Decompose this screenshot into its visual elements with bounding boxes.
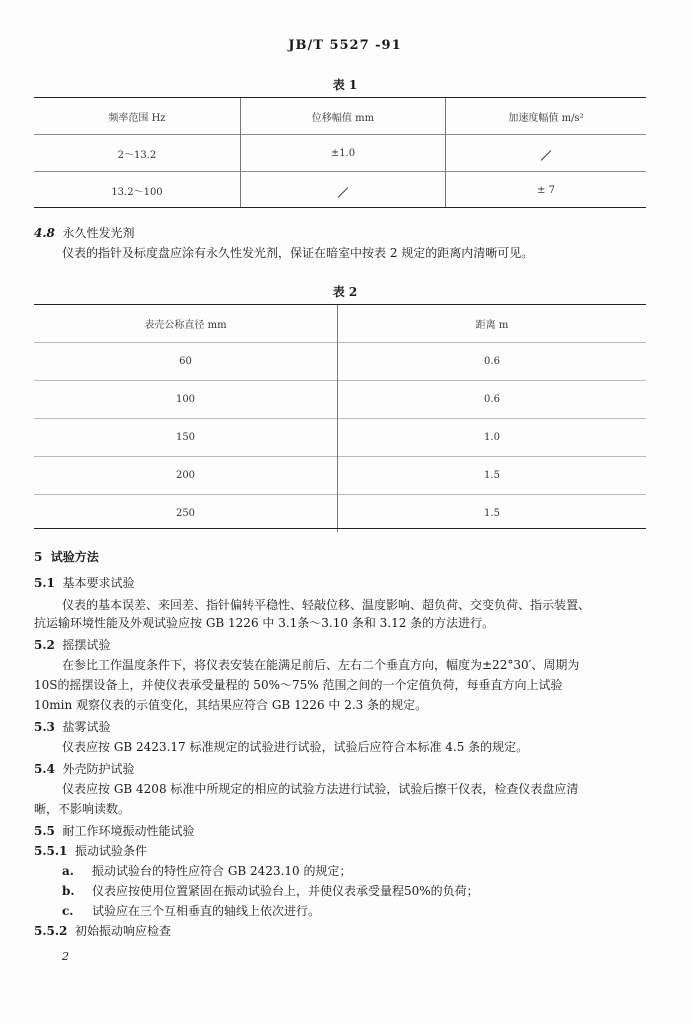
list-item: c. 试验应在三个互相垂直的轴线上依次进行。: [62, 904, 321, 918]
section-5-5-heading: 5.5 耐工作环境振动性能试验: [34, 824, 195, 838]
table2-title: 表 2: [332, 285, 358, 299]
table-cell: ± 7: [446, 172, 647, 209]
table-cell: 200: [34, 457, 338, 495]
list-item: a. 振动试验台的特性应符合 GB 2423.10 的规定；: [62, 864, 352, 878]
section-4-8-heading: 4.8 永久性发光剂: [34, 226, 135, 240]
table-row: [34, 457, 646, 495]
section-5-2-line-1: 在参比工作温度条件下，将仪表安装在能满足前后、左右二个垂直方向，幅度为±22°30′、周期为: [62, 658, 580, 672]
page-number: 2: [62, 950, 69, 963]
list-item: b. 仪表应按使用位置紧固在振动试验台上，并使仪表承受量程50%的负荷；: [62, 884, 479, 898]
table-cell: 0.6: [338, 381, 647, 419]
table-cell: 13.2～100: [34, 172, 241, 209]
table2-header-diameter: 表壳公称直径 mm: [144, 320, 227, 331]
section-5-4-heading: 5.4 外壳防护试验: [34, 762, 135, 776]
table-row: [34, 98, 646, 135]
table2-header-distance: 距离 m: [338, 305, 647, 343]
section-5-2-heading: 5.2 摇摆试验: [34, 638, 111, 652]
table1-bottom-rule: [34, 207, 646, 208]
section-5-1-line-2: 抗运输环境性能及外观试验应按 GB 1226 中 3.1条～3.10 条和 3.12 条的方法进行。: [34, 616, 495, 630]
section-5-3-heading: 5.3 盐雾试验: [34, 720, 111, 734]
section-5-5-1-heading: 5.5.1 振动试验条件: [34, 844, 148, 858]
section-5-2-line-2: 10S的摇摆设备上，并使仪表承受量程的 50%～75% 范围之间的一个定值负荷，每垂直方向上试验: [34, 678, 563, 692]
section-5-4-line-1: 仪表应按 GB 4208 标准中所规定的相应的试验方法进行试验，试验后擦干仪表，检查仪表盘应清: [62, 782, 579, 796]
document-header: JB/T 5527 -91: [288, 38, 402, 53]
table-cell: ±1.0: [241, 135, 446, 172]
table-row: [34, 172, 646, 209]
section-5-4-line-2: 晰，不影响读数。: [34, 802, 131, 816]
section-5-1-line-1: 仪表的基本误差、来回差、指针偏转平稳性、轻敲位移、温度影响、超负荷、交变负荷、指示装置、: [62, 598, 591, 612]
table-cell: 250: [34, 495, 338, 533]
table-cell: 1.5: [338, 495, 647, 533]
table2-bottom-rule: [34, 528, 646, 529]
table-cell: 150: [34, 419, 338, 457]
table1-header-displacement: 位移幅值 mm: [241, 98, 446, 135]
section-5-heading: 5 试验方法: [34, 550, 99, 564]
table-row: [34, 343, 646, 381]
table-cell: 1.0: [338, 419, 647, 457]
table-cell: 1.5: [338, 457, 647, 495]
table-row: [34, 381, 646, 419]
table-cell: 60: [34, 343, 338, 381]
table-cell: 100: [34, 381, 338, 419]
section-5-5-2-heading: 5.5.2 初始振动响应检查: [34, 924, 172, 938]
table-cell: 2～13.2: [34, 135, 241, 172]
table-cell: 0.6: [338, 343, 647, 381]
table-row: [34, 495, 646, 533]
section-5-1-heading: 5.1 基本要求试验: [34, 576, 135, 590]
section-4-8-text: 仪表的指针及标度盘应涂有永久性发光剂，保证在暗室中按表 2 规定的距离内清晰可见。: [62, 246, 534, 260]
slash-mark: [241, 172, 446, 209]
table1: [34, 98, 646, 208]
table-row: [34, 305, 646, 343]
table-row: [34, 419, 646, 457]
section-5-2-line-3: 10min 观察仪表的示值变化，其结果应符合 GB 1226 中 2.3 条的规定。: [34, 698, 428, 712]
table-row: [34, 135, 646, 172]
table2: [34, 305, 646, 532]
table1-header-acceleration: 加速度幅值 m/s²: [446, 98, 647, 135]
table1-title: 表 1: [332, 78, 358, 92]
section-5-3-line-1: 仪表应按 GB 2423.17 标准规定的试验进行试验，试验后应符合本标准 4.5 条的规定。: [62, 740, 529, 754]
table1-header-frequency: 频率范围 Hz: [108, 112, 166, 124]
slash-mark: [446, 135, 647, 172]
